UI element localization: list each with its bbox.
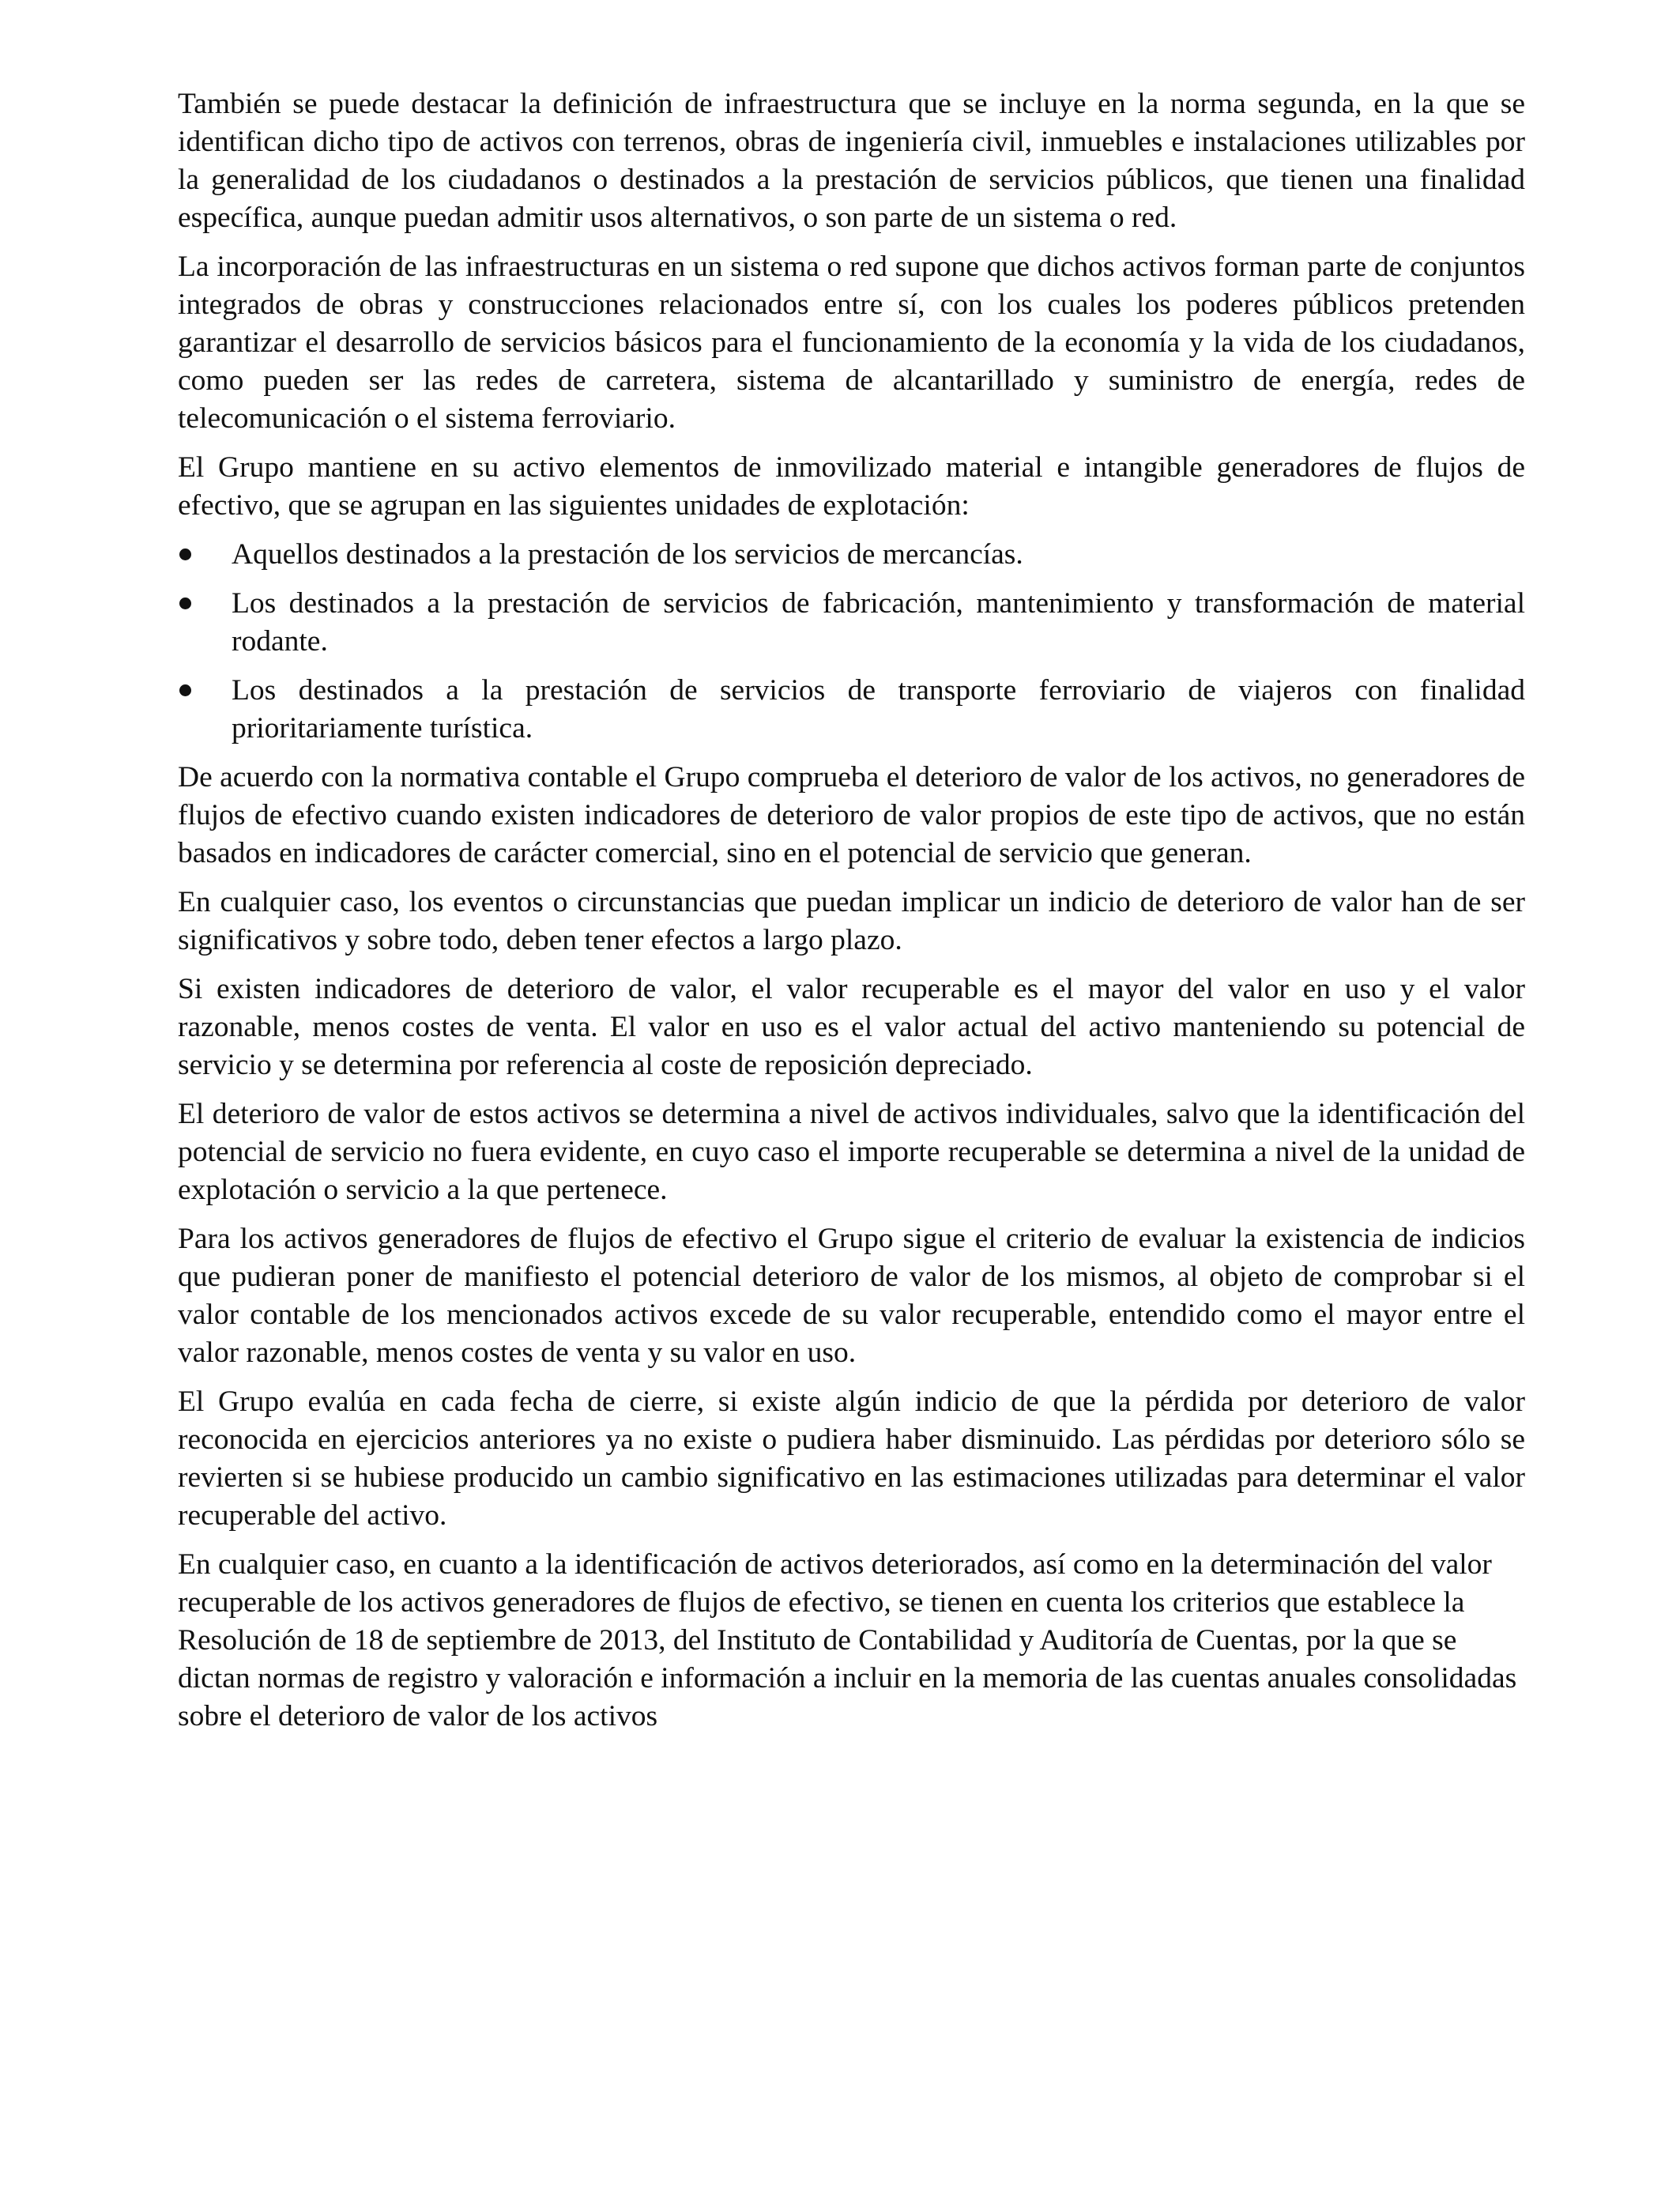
- bullet-list: [178, 536, 1525, 748]
- document-page: [178, 85, 1525, 1747]
- paragraph-normativa-contable: De acuerdo con la normativa contable el Grupo comprueba el deterioro de valor de los activos, no generadores de flujos de efectivo cuando existen indicadores de deterioro de valor propios de este tipo de activos, que no están basados en indicadores de carácter comercial, sino en el potencial de servicio que generan.: [178, 761, 1525, 869]
- paragraph-generadores-flujos: Para los activos generadores de flujos de efectivo el Grupo sigue el criterio de evaluar la existencia de indicios que pudieran poner de manifiesto el potencial deterioro de valor de los mismos, al objeto de comprobar si el valor contable de los mencionados activos excede de su valor recuperable, entendido como el mayor entre el valor razonable, menos costes de venta y su valor en uso.: [178, 1223, 1525, 1369]
- paragraph-infraestructura: También se puede destacar la definición de infraestructura que se incluye en la norma segunda, en la que se identifican dicho tipo de activos con terrenos, obras de ingeniería civil, inmuebles e instalaciones utilizables por la generalidad de los ciudadanos o destinados a la prestación de servicios públicos, que tienen una finalidad específica, aunque puedan admitir usos alternativos, o son parte de un sistema o red.: [178, 88, 1525, 234]
- bullet-icon: [179, 548, 191, 560]
- list-item: [178, 672, 1525, 748]
- paragraph-eventos-circunstancias: En cualquier caso, los eventos o circunstancias que puedan implicar un indicio de deterioro de valor han de ser significativos y sobre todo, deben tener efectos a largo plazo.: [178, 886, 1525, 956]
- paragraph-fecha-cierre: El Grupo evalúa en cada fecha de cierre, si existe algún indicio de que la pérdida por deterioro de valor reconocida en ejercicios anteriores ya no existe o pudiera haber disminuido. Las pérdidas por deterioro sólo se revierten si se hubiese producido un cambio significativo en las estimaciones utilizadas para determinar el valor recuperable del activo.: [178, 1385, 1525, 1532]
- paragraph-resolucion: En cualquier caso, en cuanto a la identificación de activos deteriorados, así como en la determinación del valor recuperable de los activos generadores de flujos de efectivo, se tienen en cuenta los criterios que establece la Resolución de 18 de septiembre de 2013, del Instituto de Contabilidad y Auditoría de Cuentas, por la que se dictan normas de registro y valoración e información a incluir en la memoria de las cuentas anuales consolidadas sobre el deterioro de valor de los activos: [178, 1548, 1517, 1732]
- bullet-icon: [179, 598, 191, 609]
- paragraph-sistema-red: La incorporación de las infraestructuras en un sistema o red supone que dichos activos forman parte de conjuntos integrados de obras y construcciones relacionados entre sí, con los cuales los poderes públicos pretenden garantizar el desarrollo de servicios básicos para el funcionamiento de la economía y la vida de los ciudadanos, como pueden ser las redes de carretera, sistema de alcantarillado y suministro de energía, redes de telecomunicación o el sistema ferroviario.: [178, 251, 1525, 435]
- list-item: [178, 536, 1525, 574]
- paragraph-activos-individuales: El deterioro de valor de estos activos se determina a nivel de activos individuales, salvo que la identificación del potencial de servicio no fuera evidente, en cuyo caso el importe recuperable se determina a nivel de la unidad de explotación o servicio a la que pertenece.: [178, 1098, 1525, 1206]
- list-item-text: Aquellos destinados a la prestación de los servicios de mercancías.: [232, 538, 1023, 571]
- list-item-text: Los destinados a la prestación de servicios de transporte ferroviario de viajeros con finalidad prioritariamente turística.: [232, 674, 1525, 745]
- paragraph-unidades-explotacion: El Grupo mantiene en su activo elementos de inmovilizado material e intangible generadores de flujos de efectivo, que se agrupan en las siguientes unidades de explotación:: [178, 451, 1525, 522]
- bullet-icon: [179, 684, 191, 696]
- paragraph-valor-recuperable: Si existen indicadores de deterioro de valor, el valor recuperable es el mayor del valor en uso y el valor razonable, menos costes de venta. El valor en uso es el valor actual del activo manteniendo su potencial de servicio y se determina por referencia al coste de reposición depreciado.: [178, 973, 1525, 1081]
- list-item-text: Los destinados a la prestación de servicios de fabricación, mantenimiento y transformación de material rodante.: [232, 587, 1525, 658]
- list-item: [178, 585, 1525, 661]
